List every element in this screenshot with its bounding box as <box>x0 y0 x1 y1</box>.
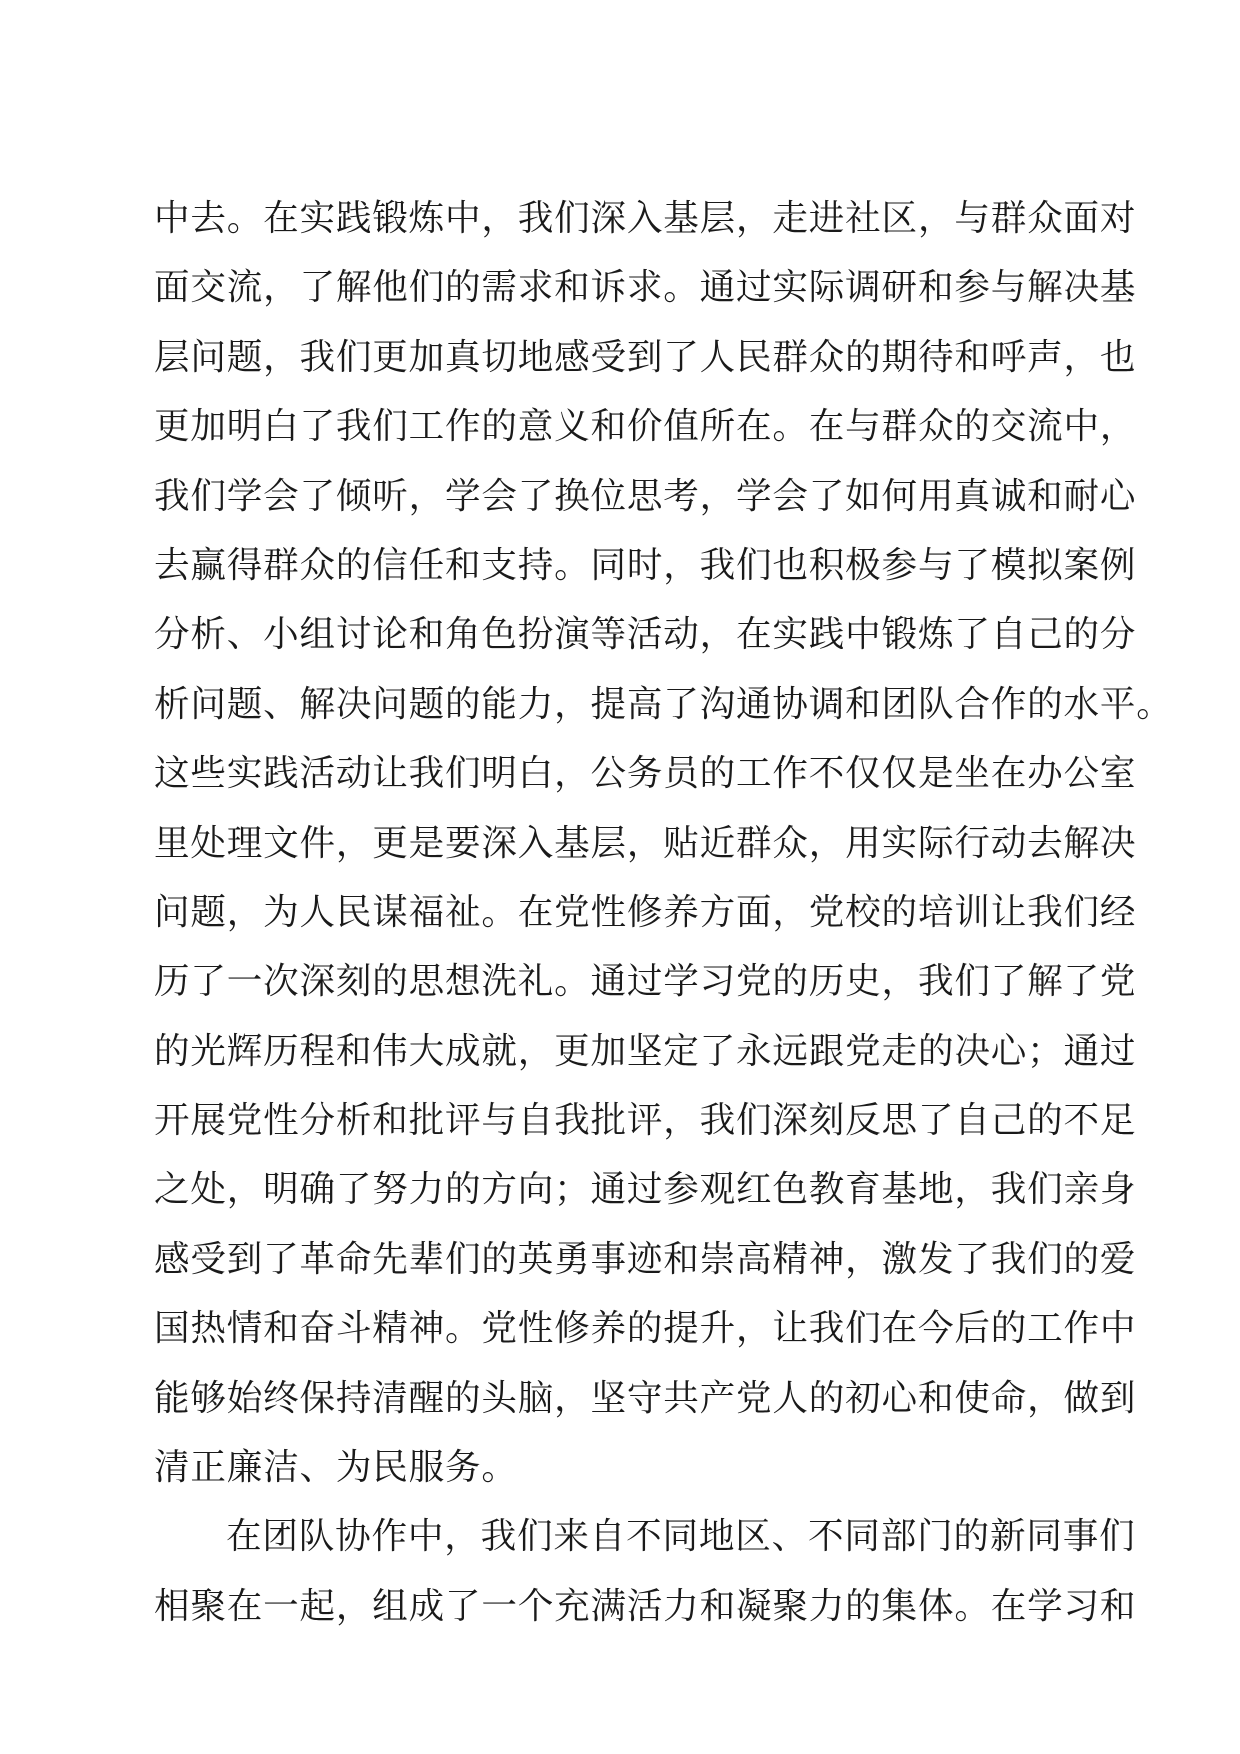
text-line: 面交流，了解他们的需求和诉求。通过实际调研和参与解决基 <box>154 267 1137 309</box>
text-line: 国热情和奋斗精神。党性修养的提升，让我们在今后的工作中 <box>154 1308 1137 1350</box>
text-line: 的光辉历程和伟大成就，更加坚定了永远跟党走的决心；通过 <box>154 1030 1137 1072</box>
text-line: 中去。在实践锻炼中，我们深入基层，走进社区，与群众面对 <box>154 198 1137 239</box>
text-line: 能够始终保持清醒的头脑，坚守共产党人的初心和使命，做到 <box>154 1377 1137 1419</box>
text-line: 析问题、解决问题的能力，提高了沟通协调和团队合作的水平。 <box>154 683 1173 725</box>
text-line: 历了一次深刻的思想洗礼。通过学习党的历史，我们了解了党 <box>154 961 1137 1003</box>
text-line: 我们学会了倾听，学会了换位思考，学会了如何用真诚和耐心 <box>154 475 1137 517</box>
text-line: 感受到了革命先辈们的英勇事迹和崇高精神，激发了我们的爱 <box>154 1238 1137 1280</box>
text-line: 里处理文件，更是要深入基层，贴近群众，用实际行动去解决 <box>154 822 1137 864</box>
text-line: 在团队协作中，我们来自不同地区、不同部门的新同事们 <box>226 1516 1136 1558</box>
text-line: 分析、小组讨论和角色扮演等活动，在实践中锻炼了自己的分 <box>154 614 1137 656</box>
body-text <box>154 184 1173 1641</box>
text-line: 更加明白了我们工作的意义和价值所在。在与群众的交流中， <box>154 406 1137 448</box>
text-line: 去赢得群众的信任和支持。同时，我们也积极参与了模拟案例 <box>154 544 1137 586</box>
text-line: 之处，明确了努力的方向；通过参观红色教育基地，我们亲身 <box>154 1169 1137 1211</box>
text-line: 开展党性分析和批评与自我批评，我们深刻反思了自己的不足 <box>154 1100 1137 1142</box>
text-line: 这些实践活动让我们明白，公务员的工作不仅仅是坐在办公室 <box>154 753 1137 795</box>
text-line: 清正廉洁、为民服务。 <box>154 1447 518 1489</box>
text-line: 问题，为人民谋福祉。在党性修养方面，党校的培训让我们经 <box>154 891 1137 933</box>
text-line: 层问题，我们更加真切地感受到了人民群众的期待和呼声，也 <box>154 336 1137 378</box>
text-line: 相聚在一起，组成了一个充满活力和凝聚力的集体。在学习和 <box>154 1585 1137 1627</box>
